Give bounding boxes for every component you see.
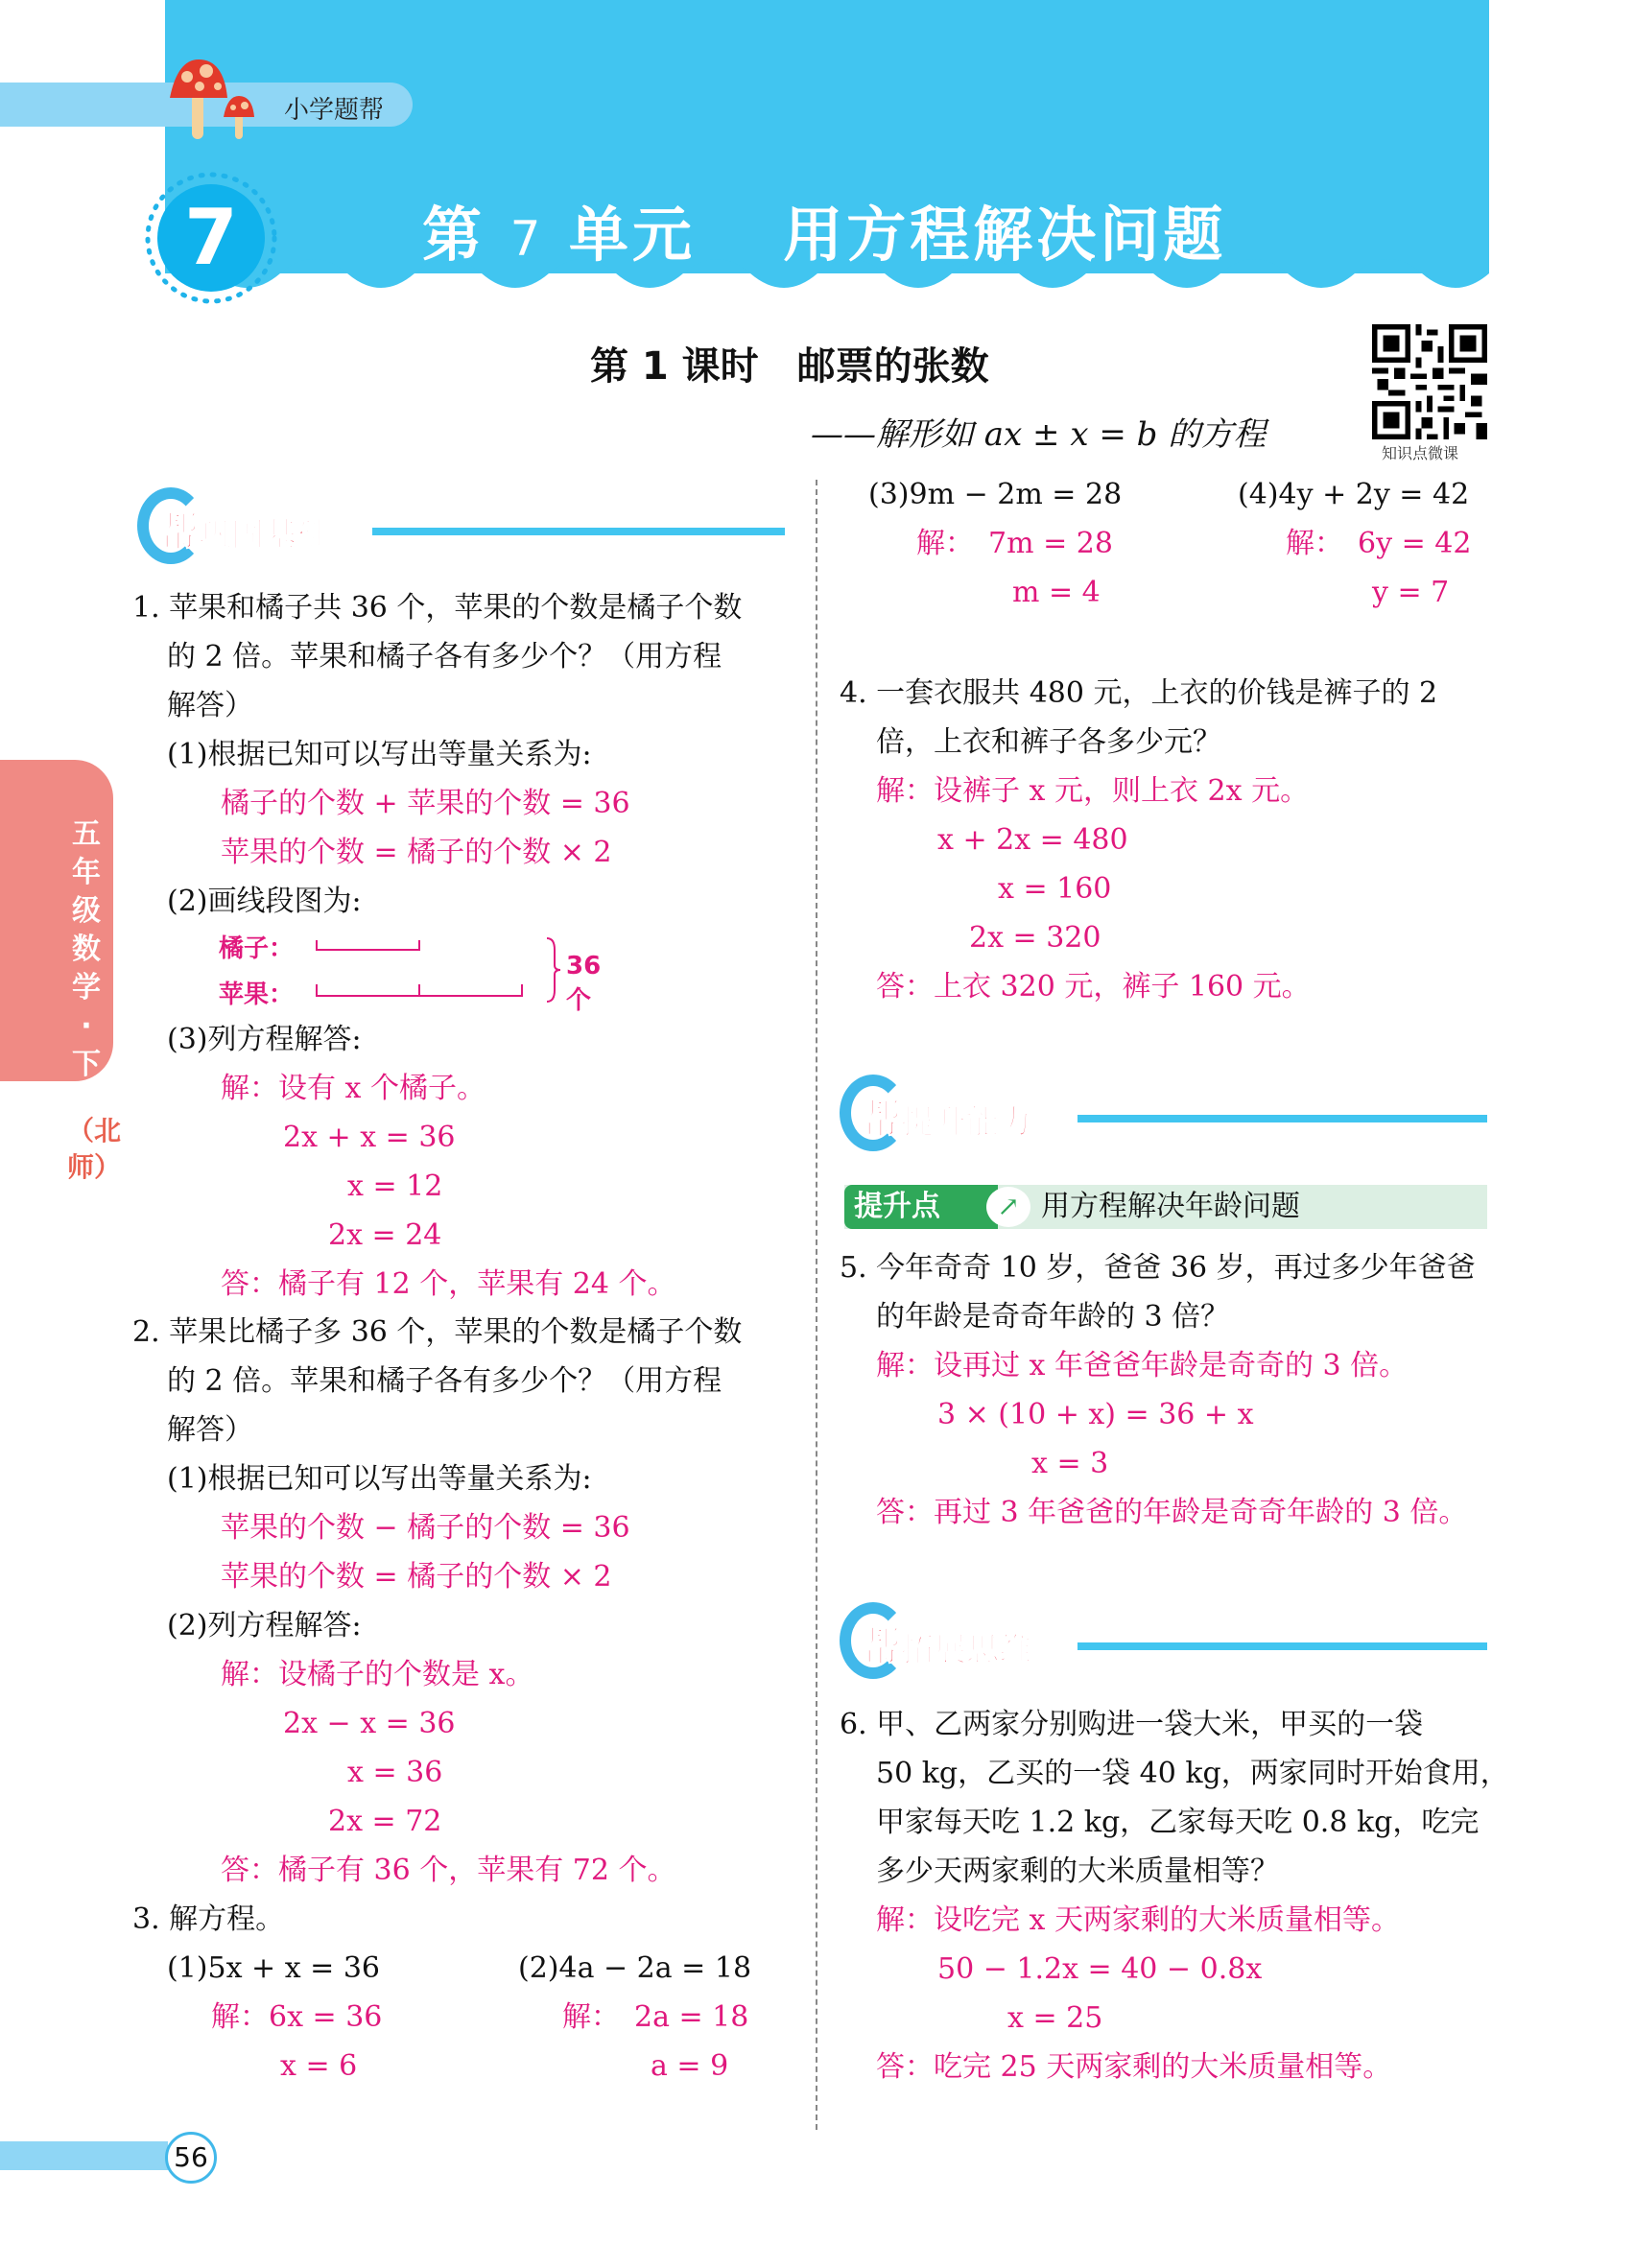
q5-solution-line: 解：设再过 x 年爸爸年龄是奇奇的 3 倍。	[876, 1349, 1409, 1382]
tishen-point-bar	[844, 1185, 1487, 1229]
q1-answer: 答：橘子有 12 个，苹果有 24 个。	[221, 1267, 676, 1301]
q3-step: 解： 2a = 18	[562, 2000, 749, 2034]
question-2	[132, 1308, 742, 1895]
mushroom-icon	[168, 58, 273, 144]
q2-solution-line: x = 36	[347, 1756, 443, 1789]
q3-item-1	[167, 1944, 382, 2091]
q3-item-3	[868, 470, 1122, 617]
q3-equation: (3)9m − 2m = 28	[868, 478, 1123, 511]
bang-badge: 帮	[861, 1096, 902, 1143]
diagram-total: 36个	[566, 952, 602, 1015]
q6-text-line: 甲家每天吃 1.2 kg，乙家每天吃 0.8 kg，吃完	[876, 1806, 1480, 1839]
q1-part2-prompt: (2)画线段图为:	[167, 885, 362, 918]
lesson-subtitle: ——解形如 ax ± x = b 的方程	[811, 415, 1267, 454]
q3-result: y = 7	[1372, 576, 1450, 609]
q6-solution-line: 解：设吃完 x 天两家剩的大米质量相等。	[876, 1903, 1400, 1937]
bang-badge: 帮	[158, 508, 200, 555]
brand-name: 小学题帮	[284, 96, 385, 125]
q3-step: 解： 7m = 28	[916, 527, 1113, 560]
q3-item-2	[518, 1944, 751, 2091]
arrow-up-right-icon: ↗	[986, 1187, 1030, 1227]
q5-text-line: 的年龄是奇奇年龄的 3 倍？	[876, 1300, 1230, 1334]
q3-result: m = 4	[1012, 576, 1101, 609]
q4-solution-line: 2x = 320	[969, 921, 1101, 955]
unit-title-number: 7	[509, 211, 545, 267]
section-header-improve	[840, 1075, 1487, 1161]
question-6	[840, 1700, 1509, 2091]
unit-number: 7	[184, 193, 238, 282]
q1-text-line: 解答）	[167, 689, 253, 722]
q3-equation: (2)4a − 2a = 18	[518, 1951, 752, 1985]
page-bar	[0, 2141, 168, 2170]
q2-solution-line: 2x = 72	[328, 1805, 442, 1838]
q2-solution-line: 解：设橘子的个数是 x。	[221, 1658, 534, 1691]
q5-solution-line: 3 × (10 + x) = 36 + x	[937, 1398, 1254, 1431]
q2-part1-prompt: (1)根据已知可以写出等量关系为:	[167, 1462, 592, 1496]
question-4	[840, 669, 1437, 1011]
question-3	[132, 1895, 284, 1944]
page-number: 56	[165, 2132, 217, 2184]
qr-code-icon[interactable]	[1372, 324, 1487, 439]
q4-solution-line: x = 160	[998, 872, 1112, 906]
tishen-label: 用方程解决年龄问题	[1041, 1190, 1300, 1223]
q1-solution-line: 2x + x = 36	[283, 1121, 456, 1154]
q1-text-line: 1. 苹果和橘子共 36 个，苹果的个数是橘子个数	[132, 591, 743, 625]
diagram-label-apple: 苹果：	[219, 980, 295, 1009]
q1-solution-line: 2x = 24	[328, 1218, 442, 1252]
question-1	[132, 583, 742, 926]
q4-text-line: 4. 一套衣服共 480 元，上衣的价钱是裤子的 2	[840, 676, 1438, 710]
q3-equation: (1)5x + x = 36	[167, 1951, 381, 1985]
tishen-badge: 提升点	[844, 1185, 998, 1229]
unit-title-mid: 单元	[569, 200, 697, 270]
q3-equation: (4)4y + 2y = 42	[1238, 478, 1470, 511]
q2-part2-prompt: (2)列方程解答:	[167, 1609, 362, 1642]
q2-answer: 答：橘子有 36 个，苹果有 72 个。	[221, 1854, 676, 1887]
q6-solution-line: 50 − 1.2x = 40 − 0.8x	[937, 1952, 1263, 1986]
q3-step: 解： 6y = 42	[1286, 527, 1472, 560]
section-rule	[372, 528, 785, 535]
unit-number-badge	[144, 171, 278, 305]
line-segment-diagram	[219, 929, 622, 1015]
q3-title: 3. 解方程。	[132, 1902, 285, 1936]
section-header-basic	[137, 487, 785, 574]
q3-step: 解：6x = 36	[211, 2000, 383, 2034]
q3-result: a = 9	[651, 2049, 729, 2083]
brace-icon	[545, 936, 564, 1004]
q1-text-line: 的 2 倍。苹果和橘子各有多少个？（用方程	[167, 640, 722, 673]
unit-title	[422, 187, 1226, 272]
section-title: 拓展思维	[901, 1631, 1032, 1669]
q5-solution-line: x = 3	[1031, 1447, 1109, 1480]
q2-solution-line: 2x − x = 36	[283, 1707, 456, 1740]
q2-text-line: 解答）	[167, 1413, 253, 1447]
q6-answer: 答：吃完 25 天两家剩的大米质量相等。	[876, 2050, 1392, 2084]
q3-result: x = 6	[280, 2049, 358, 2083]
q6-text-line: 多少天两家剩的大米质量相等？	[876, 1855, 1279, 1888]
unit-title-prefix: 第	[422, 200, 486, 270]
q5-text-line: 5. 今年奇奇 10 岁，爸爸 36 岁，再过多少年爸爸	[840, 1251, 1476, 1285]
q4-solution-line: 解：设裤子 x 元，则上衣 2x 元。	[876, 774, 1310, 808]
q1-part1-answer: 橘子的个数 + 苹果的个数 = 36	[221, 787, 630, 820]
q1-part3-prompt: (3)列方程解答:	[167, 1023, 362, 1056]
section-title: 提升能力	[901, 1103, 1032, 1142]
q1-solution-line: 解：设有 x 个橘子。	[221, 1072, 485, 1105]
grade-label: 五年级数学·下	[72, 817, 101, 1081]
q2-part1-answer: 苹果的个数 = 橘子的个数 × 2	[221, 1560, 612, 1594]
q2-text-line: 的 2 倍。苹果和橘子各有多少个？（用方程	[167, 1364, 722, 1398]
lesson-title: 第 1 课时 邮票的张数	[590, 344, 989, 389]
diagram-label-orange: 橘子：	[219, 934, 295, 963]
section-rule	[1077, 1642, 1487, 1650]
qr-label: 知识点微课	[1382, 444, 1459, 462]
q4-answer: 答：上衣 320 元，裤子 160 元。	[876, 970, 1311, 1004]
q6-solution-line: x = 25	[1007, 2001, 1103, 2035]
q6-text-line: 50 kg，乙买的一袋 40 kg，两家同时开始食用，	[876, 1757, 1509, 1790]
question-1-part3	[132, 1015, 676, 1309]
bang-badge: 帮	[861, 1623, 902, 1670]
question-5	[840, 1243, 1476, 1537]
q4-text-line: 倍，上衣和裤子各多少元？	[876, 725, 1221, 759]
column-divider	[816, 480, 817, 2130]
q1-part1-prompt: (1)根据已知可以写出等量关系为:	[167, 738, 592, 771]
section-title: 巩固基础	[199, 516, 330, 555]
q5-answer: 答：再过 3 年爸爸的年龄是奇奇年龄的 3 倍。	[876, 1496, 1468, 1529]
q3-item-4	[1238, 470, 1471, 617]
publisher-label: （北师）	[67, 1115, 122, 1183]
q2-text-line: 2. 苹果比橘子多 36 个，苹果的个数是橘子个数	[132, 1315, 743, 1349]
segment-bars	[315, 929, 545, 1005]
q1-solution-line: x = 12	[347, 1169, 443, 1203]
q1-part1-answer: 苹果的个数 = 橘子的个数 × 2	[221, 836, 612, 869]
q6-text-line: 6. 甲、乙两家分别购进一袋大米，甲买的一袋	[840, 1708, 1424, 1741]
q4-solution-line: x + 2x = 480	[937, 823, 1128, 857]
q2-part1-answer: 苹果的个数 − 橘子的个数 = 36	[221, 1511, 630, 1545]
section-header-expand	[840, 1602, 1487, 1689]
section-rule	[1077, 1115, 1487, 1122]
unit-title-main: 用方程解决问题	[783, 200, 1227, 270]
